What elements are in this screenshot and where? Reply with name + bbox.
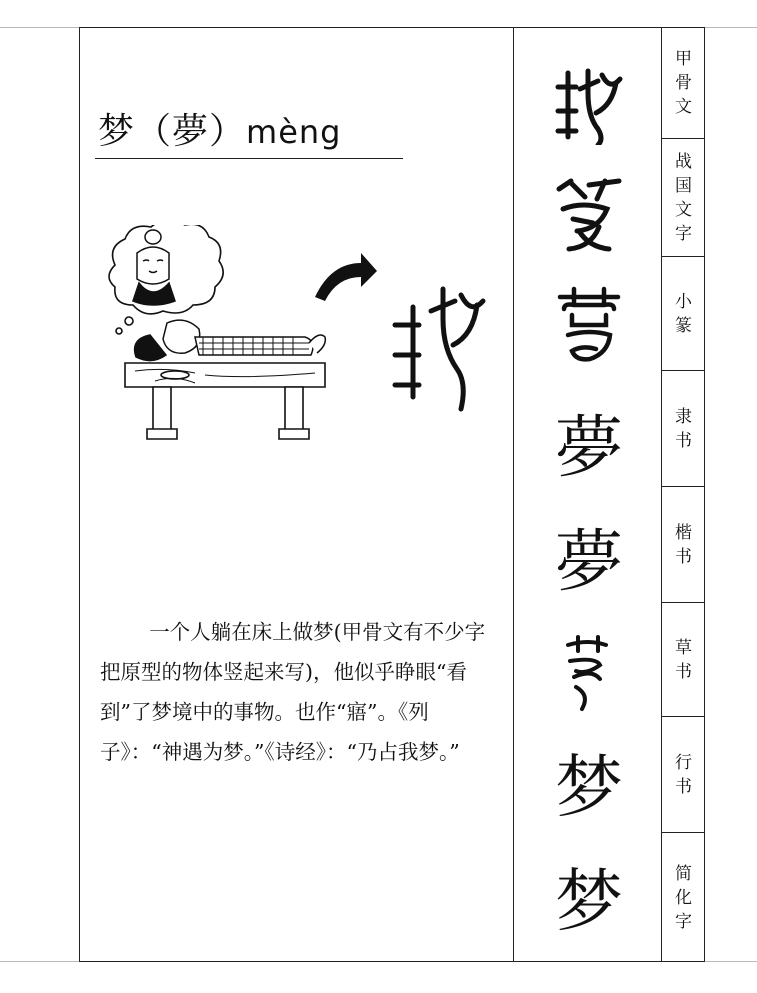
illustration — [95, 225, 495, 455]
simplified-glyph: 梦 — [554, 863, 623, 942]
tab-simplified[interactable]: 简 化 字 — [675, 863, 692, 932]
description — [100, 612, 502, 772]
entry-heading — [98, 103, 341, 154]
tab-cursive[interactable]: 草 书 — [662, 603, 705, 717]
tab-oracle-bone[interactable]: 甲 骨 文 — [662, 27, 705, 139]
sleeping-person-icon — [135, 320, 326, 360]
oracle-bone-glyph — [516, 65, 662, 145]
entry-traditional: （夢） — [135, 111, 247, 152]
oracle-glyph-icon — [395, 289, 483, 409]
tab-small-seal[interactable]: 小 篆 — [662, 257, 705, 371]
small-seal-glyph-icon — [554, 285, 624, 365]
bed-icon — [125, 363, 325, 439]
entry-char: 梦 — [98, 111, 136, 152]
regular-glyph: 夢 — [554, 523, 623, 602]
oracle-bone-glyph-icon — [554, 65, 624, 145]
cursive-glyph-icon — [554, 633, 624, 713]
arrow-icon — [315, 253, 377, 301]
tab-regular[interactable]: 楷 书 — [662, 487, 705, 603]
dream-figure-icon — [133, 230, 175, 305]
tab-warring-states[interactable]: 战 国 文 字 — [662, 139, 705, 257]
entry-pinyin: mèng — [246, 113, 342, 151]
script-tabs — [662, 27, 705, 962]
small-seal-glyph — [516, 285, 662, 365]
cursive-glyph — [516, 633, 662, 713]
warring-states-glyph-icon — [549, 175, 629, 255]
description-text: 一个人躺在床上做梦(甲骨文有不少字把原型的物体竖起来写)，他似乎睁眼“看到”了梦境中的事物。也作“寤”。《列子》：“神遇为梦。”《诗经》：“乃占我梦。” — [100, 620, 486, 764]
warring-states-glyph — [516, 175, 662, 255]
sleeping-dream-illustration — [95, 225, 495, 455]
tab-clerical[interactable]: 隶 书 — [662, 371, 705, 487]
tab-running[interactable]: 行 书 — [662, 717, 705, 833]
dream-cloud-icon — [109, 225, 223, 334]
heading-rule — [95, 158, 403, 159]
clerical-glyph: 夢 — [554, 409, 623, 488]
column-divider — [513, 27, 514, 962]
script-forms-column — [516, 27, 662, 962]
running-glyph: 梦 — [554, 749, 623, 828]
